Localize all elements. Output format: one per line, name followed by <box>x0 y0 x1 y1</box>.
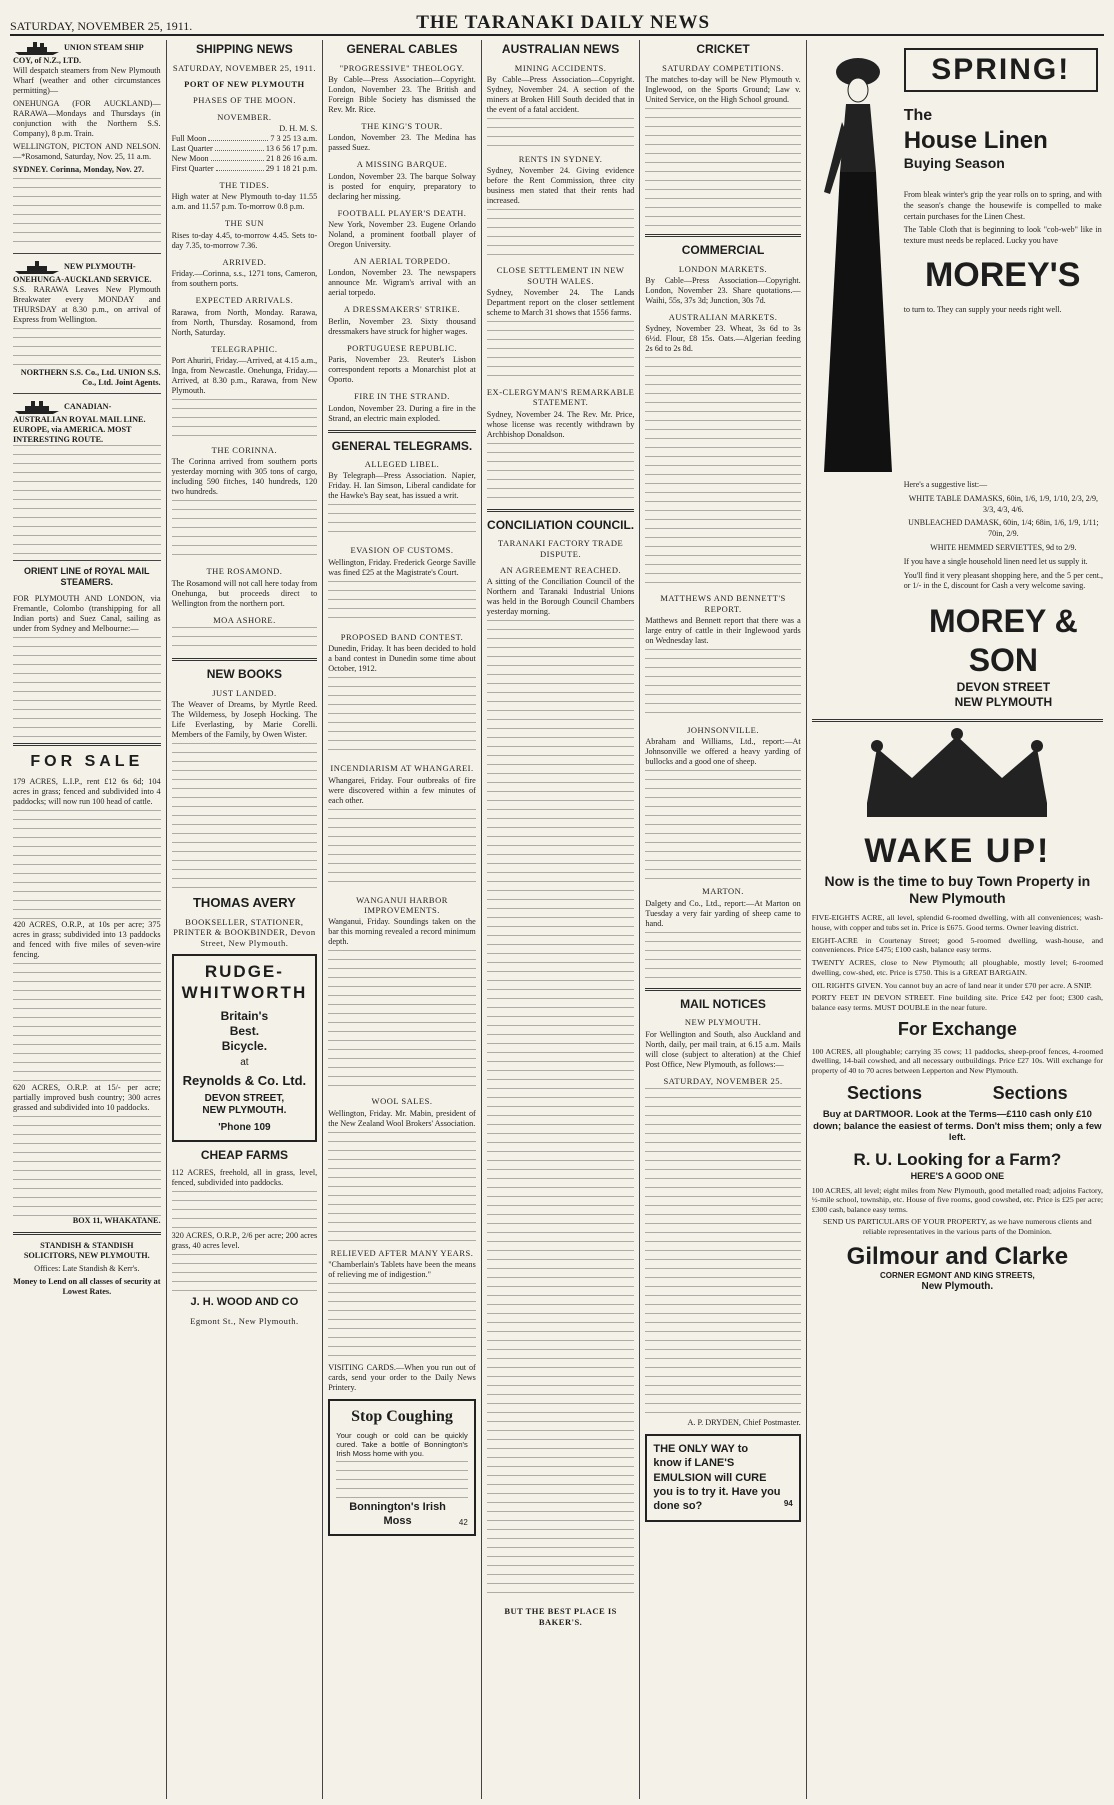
orient-title: ORIENT LINE of ROYAL MAIL STEAMERS. <box>24 566 150 587</box>
farm-question-heading: R. U. Looking for a Farm? <box>853 1149 1062 1169</box>
conciliation-body <box>487 620 635 1600</box>
wood-name: J. H. WOOD AND CO <box>190 1296 299 1309</box>
conciliation-subheading-2: AN AGREEMENT REACHED. <box>500 565 622 576</box>
cable-text: New York, November 23. Eugene Orlando Noland, a prominent football player of Oregon University. <box>328 220 476 250</box>
news-heading: CLOSE SETTLEMENT IN NEW SOUTH WALES. <box>496 265 625 286</box>
moa-heading: MOA ASHORE. <box>213 614 276 625</box>
farm-1: 112 ACRES, freehold, all in grass, level, fenced, subdivided into paddocks. <box>171 1168 318 1188</box>
for-sale-2: 420 ACRES, O.R.P., at 10s per acre; 375 acres in grass; subdivided into 13 paddocks and fenced with five miles of seven-wire fencing. <box>13 920 161 960</box>
orient-body: FOR PLYMOUTH AND LONDON, via Fremantle, Colombo (transhipping for all Indian ports) and Suez Canal, sailing as under from Sydney and Melbourne:— <box>13 593 161 633</box>
standish-offices: Offices: Late Standish & Kerr's. <box>34 1264 140 1274</box>
new-books-heading: NEW BOOKS <box>206 666 283 681</box>
report-text: Dalgety and Co., Ltd., report:—At Marton on Tuesday a very fair yarding of sheep came to hand. <box>645 898 801 928</box>
general-cables-heading: GENERAL CABLES <box>346 42 458 56</box>
news-text: Sydney, November 24. The Rev. Mr. Price, whose license was recently withdrawn by Archbishop Donaldson. <box>486 409 635 439</box>
linen-paragraph-2: The Table Cloth that is beginning to look "cob-web" like in texture must needs be replaced. Lucky you have <box>903 225 1102 246</box>
news-more <box>487 443 635 503</box>
wake-up-subheading: Now is the time to buy Town Property in New Plymouth <box>824 872 1091 907</box>
telegraphic-text: Port Ahuriri, Friday.—Arrived, at 4.15 a.m., Inga, from Newcastle. Onehunga, Friday.—Arrived, at 8.30 p.m., Rarawa, from New Plymouth. <box>171 355 318 395</box>
morey-town: NEW PLYMOUTH <box>954 694 1053 709</box>
column-shipping-ads <box>8 40 167 1799</box>
linen-paragraph-3: to turn to. They can supply your needs right well. <box>903 304 1062 314</box>
telegram-heading: EVASION OF CUSTOMS. <box>350 545 454 556</box>
rarawa-notice: S.S. RARAWA Leaves New Plymouth Breakwater every MONDAY and THURSDAY at 8.30 p.m., on arrival of Express from Wellington. <box>13 285 161 324</box>
sections-heading-right: Sections <box>992 1083 1068 1104</box>
shipping-schedule-text <box>13 178 161 248</box>
visiting-cards: VISITING CARDS.—When you run out of cards, send your order to the Daily News Printery. <box>328 1363 476 1392</box>
telegram-heading: ALLEGED LIBEL. <box>364 459 440 470</box>
mail-date: SATURDAY, NOVEMBER 25. <box>663 1075 783 1086</box>
cricket-more <box>645 108 800 228</box>
box-address: BOX 11, WHAKATANE. <box>72 1216 161 1226</box>
cable-text: London, November 23. The newspapers announce Mr. Wigram's arrival with an aerial torpedo. <box>328 268 476 298</box>
telegram-text: Wellington, Friday. Mr. Mabin, president of the New Zealand Wool Brokers' Association. <box>328 1108 476 1128</box>
sun-text: Rises to-day 4.45, to-morrow 4.45. Sets to-day 7.35, to-morrow 7.36. <box>171 230 318 250</box>
linen-paragraph-4: If you have a single household linen need let us supply it. <box>903 556 1088 566</box>
conciliation-heading: CONCILIATION COUNCIL. <box>487 517 635 532</box>
linen-paragraph-5: You'll find it very pleasant shopping here, and the 5 per cent., or 1/- in the £, discount for Cash a very welcome saving. <box>903 570 1103 591</box>
telegram-heading: INCENDIARISM AT WHANGAREI. <box>330 763 474 774</box>
morey-street: DEVON STREET <box>956 680 1051 695</box>
news-text: By Cable—Press Association—Copyright. Sydney, November 24. A section of the miners at Broken Hill South decided that in the event of a fatal accident. <box>486 74 635 114</box>
baker-line: BUT THE BEST PLACE IS BAKER'S. <box>504 1606 617 1627</box>
property-listing: EIGHT-ACRE in Courtenay Street; good 5-roomed dwelling, wash-house, and conveniences. Price £475; £100 cash, balance easy terms. <box>811 935 1103 955</box>
cable-heading: FOOTBALL PLAYER'S DEATH. <box>337 207 467 218</box>
telegram-text: Whangarei, Friday. Four outbreaks of fire were discovered within a few minutes of each other. <box>328 775 476 805</box>
dartmoor-text: Buy at DARTMOOR. Look at the Terms—£110 cash only £10 down; balance the easiest of terms. Don't miss them; only a few left. <box>813 1109 1102 1144</box>
moon-row: Last Quarter 13 6 56 17 p.m. <box>171 144 318 154</box>
moa-text <box>172 627 318 652</box>
market-heading: LONDON MARKETS. <box>678 263 768 274</box>
property-listing: TWENTY ACRES, close to New Plymouth; all ploughable, mostly level; 6-roomed dwelling, cow-shed, etc. Price is £750. This is a GREAT BARGAIN. <box>811 958 1103 977</box>
rosamond-text: The Rosamond will not call here today from Onehunga, but proceeds direct to Wellington from the northern port. <box>171 578 318 608</box>
telegram-more <box>328 1283 476 1363</box>
farm-2: 320 ACRES, O.R.P., 2/6 per acre; 200 acres grass, 40 acres level. <box>171 1231 318 1251</box>
telegram-text: Wanganui, Friday. Soundings taken on the bar this morning revealed a record minimum depth. <box>328 917 476 947</box>
sun-heading: THE SUN <box>224 218 264 229</box>
expected-heading: EXPECTED ARRIVALS. <box>195 295 294 306</box>
australian-news-heading: AUSTRALIAN NEWS <box>501 42 620 56</box>
market-text: By Cable—Press Association—Copyright. London, November 23. Share quotations.—Waihi, 55s, 37s 3d; Junction, 30s 7d. <box>645 275 801 305</box>
report-more <box>645 770 800 880</box>
cricket-heading: CRICKET <box>696 42 750 56</box>
port-heading: PORT OF NEW PLYMOUTH <box>184 78 305 89</box>
moon-columns: D. H. M. S. <box>279 124 318 134</box>
column-advertisements <box>807 40 1108 1799</box>
moon-month: NOVEMBER. <box>217 111 272 122</box>
list-item: UNBLEACHED DAMASK, 60in, 1/4; 68in, 1/6, 1/9, 1/11; 70in, 2/9. <box>908 518 1099 539</box>
telegram-heading: PROPOSED BAND CONTEST. <box>340 631 464 642</box>
corinna-heading: THE CORINNA. <box>211 444 278 455</box>
cable-text: London, November 23. The Medina has passed Suez. <box>328 133 476 153</box>
telegram-text: Wellington, Friday. Frederick George Saville was fined £25 at the Magistrate's Court. <box>328 557 476 577</box>
cable-heading: A DRESSMAKERS' STRIKE. <box>343 304 461 315</box>
standish-title: STANDISH & STANDISH SOLICITORS, NEW PLYMOUTH. <box>23 1241 150 1261</box>
gilmour-address: CORNER EGMONT AND KING STREETS, <box>879 1271 1035 1281</box>
steamship-icon <box>13 40 61 56</box>
property-listing: PORTY FEET IN DEVON STREET. Fine building site. Price £42 per foot; £300 cash, balance easy terms. MUST DOUBLE in the near future. <box>811 993 1103 1012</box>
shipping-news-heading: SHIPPING NEWS <box>196 42 293 56</box>
orient-text <box>13 637 161 737</box>
tides-text: High water at New Plymouth to-day 11.55 a.m. and 11.57 p.m. To-morrow 0.8 p.m. <box>171 192 318 212</box>
news-more <box>487 321 635 381</box>
column-cricket-commercial <box>640 40 806 1799</box>
wake-up-heading: WAKE UP! <box>864 832 1051 871</box>
telegram-text: Dunedin, Friday. It has been decided to hold a band contest in Dunedin some time about October, 1912. <box>328 644 476 674</box>
news-heading: RENTS IN SYDNEY. <box>518 153 603 164</box>
bonnington-ad: Stop Coughing Your cough or cold can be quickly cured. Take a bottle of Bonnington's Irish Moss home with you. Bonnington's Irish Moss 42 <box>328 1399 476 1536</box>
cable-heading: "PROGRESSIVE" THEOLOGY. <box>339 62 465 73</box>
new-books-list <box>172 743 318 893</box>
cable-text: London, November 23. During a fire in the Strand, an electric main exploded. <box>328 403 476 423</box>
column-shipping-news <box>167 40 324 1799</box>
moreys-logo: MOREY'S <box>924 255 1081 294</box>
telegram-more <box>328 809 476 889</box>
report-heading: JOHNSONVILLE. <box>687 725 759 736</box>
cable-heading: THE KING'S TOUR. <box>361 120 443 131</box>
report-heading: MATTHEWS AND BENNETT'S REPORT. <box>660 593 786 614</box>
telegraphic-more <box>172 399 318 439</box>
buying-season-heading: Buying Season <box>903 154 1005 171</box>
cable-text: Paris, November 23. Reuter's Lisbon correspondent reports a Monarchist plot at Oporto. <box>328 355 476 385</box>
farm-1-text <box>172 1191 318 1231</box>
news-heading: EX-CLERGYMAN'S REMARKABLE STATEMENT. <box>486 387 635 408</box>
arrived-heading: ARRIVED. <box>222 256 267 267</box>
for-sale-3: 620 ACRES, O.R.P. at 15/- per acre; partially improved bush country; 300 acres grassed and subdivided into 10 paddocks. <box>13 1083 161 1113</box>
expected-text: Rarawa, from North, Monday. Rarawa, from North, Thursday. Rosamond, from North, Saturday. <box>171 307 318 337</box>
telegram-heading: WOOL SALES. <box>371 1096 433 1107</box>
rarawa-text <box>13 328 161 368</box>
postmaster-sign: A. P. DRYDEN, Chief Postmaster. <box>687 1418 801 1428</box>
for-sale-3-text <box>13 1116 161 1216</box>
exchange-text: 100 ACRES, all ploughable; carrying 35 cows; 11 paddocks, sheep-proof fences, 4-roomed dwelling, 14-bail cowshed, and all necessary outbuildings. Price £27 10s. Will exchange for property of 40 to 70 acres between Lepperton and New Plymouth. <box>811 1046 1103 1075</box>
list-item: WHITE TABLE DAMASKS, 60in, 1/6, 1/9, 1/10, 2/3, 2/9, 3/3, 4/3, 4/6. <box>908 493 1098 514</box>
report-heading: MARTON. <box>702 886 744 897</box>
send-particulars: SEND US PARTICULARS OF YOUR PROPERTY, as we have numerous clients and reliable representatives in the various parts of the Dominion. <box>823 1217 1092 1236</box>
general-telegrams-heading: GENERAL TELEGRAMS. <box>331 438 473 453</box>
news-text: Sydney, November 24. The Lands Department report on the closer settlement scheme to March 31 shows that 1556 farms. <box>486 288 635 318</box>
crown-icon <box>857 728 1057 823</box>
cable-text: By Cable—Press Association—Copyright. London, November 23. The British and Foreign Bible Society has dismissed the Rev. Mr. Rice. <box>328 74 476 114</box>
tides-heading: THE TIDES. <box>219 180 270 191</box>
cricket-text: The matches to-day will be New Plymouth v. Inglewood, on the Sports Ground; Law v. United Service, on the High School ground. <box>645 74 801 104</box>
onehunga-service: ONEHUNGA (FOR AUCKLAND)—RARAWA—Mondays and Thursdays (in conjunction with the Northern S.S. Company), 8 p.m. Train. <box>13 99 161 138</box>
canadian-text <box>13 445 161 555</box>
telegraphic-heading: TELEGRAPHIC. <box>211 343 278 354</box>
steamship-icon <box>13 259 61 275</box>
telegram-text: "Chamberlain's Tablets have been the means of relieving me of indigestion." <box>328 1260 476 1279</box>
steamship-icon <box>13 399 61 415</box>
for-sale-1: 179 ACRES, L.I.P., rent £12 6s 6d; 104 acres in grass; fenced and subdivided into 4 paddocks; will now run 100 head of cattle. <box>13 777 161 807</box>
commercial-heading: COMMERCIAL <box>681 242 765 257</box>
telegram-more <box>328 504 476 539</box>
shipping-date: SATURDAY, NOVEMBER 25, 1911. <box>172 62 316 73</box>
masthead <box>10 6 1104 36</box>
house-linen-heading: House Linen <box>903 126 1048 154</box>
mail-notices-heading: MAIL NOTICES <box>680 996 766 1011</box>
avery-name: THOMAS AVERY <box>192 894 296 910</box>
cricket-subheading: SATURDAY COMPETITIONS. <box>662 62 784 73</box>
cable-heading: FIRE IN THE STRAND. <box>354 391 450 402</box>
report-text: Matthews and Bennett report that there was a large entry of cattle in their Inglewood yards on Wednesday last. <box>645 616 801 646</box>
standish-money: Money to Lend on all classes of security at Lowest Rates. <box>13 1277 161 1297</box>
spring-heading: SPRING! <box>904 48 1098 92</box>
moreys-linen-ad <box>812 40 1103 480</box>
telegram-heading: RELIEVED AFTER MANY YEARS. <box>330 1247 474 1258</box>
mail-text: For Wellington and South, also Auckland and North, daily, per mail train, at 6.15 a.m. Mails will close (subject to alteration) at the Chief Post Office, New Plymouth, as follows:— <box>645 1029 801 1069</box>
property-listing: FIVE-EIGHTS ACRE, all level, splendid 6-roomed dwelling, with all conveniences; wash-house, with copper and tubs set in. Price is £675. Good terms. Owner leaving district. <box>811 913 1103 932</box>
lanes-emulsion-ad: THE ONLY WAY to know if LANE'S EMULSION will CURE you is to try it. Have you done so? 94 <box>645 1434 800 1521</box>
corinna-more <box>172 500 318 560</box>
new-books-text: The Weaver of Dreams, by Myrtle Reed. The Wilderness, by Joseph Hocking. The Life Everlasting, by Marie Corelli. Members of the Family, by Owen Wister. <box>171 699 318 739</box>
column-general-cables <box>323 40 482 1799</box>
cable-heading: A MISSING BARQUE. <box>356 159 448 170</box>
corinna-text: The Corinna arrived from southern ports yesterday morning with 305 tons of cargo, including 590 fitches, 140 hundreds, 120 two hundreds. <box>171 457 318 497</box>
wellington-service: WELLINGTON, PICTON AND NELSON.—*Rosamond, Saturday, Nov. 25, 11 a.m. <box>13 142 161 161</box>
masthead-date: SATURDAY, NOVEMBER 25, 1911. <box>10 19 193 33</box>
lady-figure-illustration <box>816 42 898 478</box>
new-books-sub: JUST LANDED. <box>212 687 277 698</box>
for-sale-1-text <box>13 810 161 920</box>
mail-subheading: NEW PLYMOUTH. <box>684 1017 762 1028</box>
for-sale-title: FOR SALE <box>30 752 144 770</box>
market-more <box>645 357 800 587</box>
union-body: Will despatch steamers from New Plymouth Wharf (weather and other circumstances permitting)— <box>13 66 161 95</box>
exchange-heading: For Exchange <box>897 1018 1017 1039</box>
telegram-more <box>328 677 476 757</box>
moon-row: First Quarter 29 1 18 21 p.m. <box>171 164 318 174</box>
conciliation-text: A sitting of the Conciliation Council of the Northern and Taranaki Industrial Unions was held in the Borough Council Chambers yesterday morning. <box>486 577 635 617</box>
canadian-title: CANADIAN-AUSTRALIAN ROYAL MAIL LINE. EUROPE, via AMERICA. MOST INTERESTING ROUTE. <box>13 401 146 444</box>
list-item: WHITE HEMMED SERVIETTES, 9d to 2/9. <box>930 542 1077 552</box>
the-label: The <box>903 107 933 124</box>
news-more <box>487 209 635 259</box>
for-sale-2-text <box>13 963 161 1083</box>
news-text: Sydney, November 24. Giving evidence before the Rent Commission, three city business men stated that their rents had increased. <box>486 166 635 206</box>
good-one-subheading: HERE'S A GOOD ONE <box>910 1170 1005 1181</box>
property-listing: OIL RIGHTS GIVEN. You cannot buy an acre of land near it under £70 per acre. A SNIP. <box>811 980 1092 990</box>
conciliation-subheading: TARANAKI FACTORY TRADE DISPUTE. <box>497 538 624 559</box>
gilmour-town: New Plymouth. <box>921 1281 994 1293</box>
masthead-title: THE TARANAKI DAILY NEWS <box>416 12 711 33</box>
news-more <box>487 118 635 148</box>
northern-agents: NORTHERN S.S. Co., Ltd. UNION S.S. Co., Ltd. Joint Agents. <box>20 368 161 387</box>
morey-son-logo: MOREY & SON <box>928 603 1078 679</box>
sydney-service: SYDNEY. Corinna, Monday, Nov. 27. <box>13 165 144 174</box>
avery-sub: BOOKSELLER, STATIONER, PRINTER & BOOKBINDER, Devon Street, New Plymouth. <box>173 916 316 948</box>
telegram-more <box>328 950 476 1090</box>
wood-sub: Egmont St., New Plymouth. <box>190 1315 299 1326</box>
telegram-more <box>328 1132 476 1242</box>
column-australian-news <box>482 40 641 1799</box>
moon-heading: PHASES OF THE MOON. <box>192 95 296 106</box>
moon-row: Full Moon 7 3 25 13 a.m. <box>171 134 318 144</box>
moon-row: New Moon 21 8 26 16 a.m. <box>171 154 318 164</box>
cable-text: Berlin, November 23. Sixty thousand dressmakers have struck for higher wages. <box>328 316 476 336</box>
cable-heading: PORTUGUESE REPUBLIC. <box>346 342 458 353</box>
news-heading: MINING ACCIDENTS. <box>514 62 607 73</box>
market-heading: AUSTRALIAN MARKETS. <box>668 311 778 322</box>
telegram-more <box>328 581 476 626</box>
telegram-text: By Telegraph—Press Association. Napier, Friday. H. Ian Simson, Liberal candidate for the Hawke's Bay seat, has issued a writ. <box>328 471 476 501</box>
farm-2-text <box>172 1254 318 1294</box>
report-more <box>645 932 800 982</box>
market-text: Sydney, November 23. Wheat, 3s 6d to 3s 6½d. Flour, £8 15s. Oats.—Algerian feeding 2s 6d to 2s 8d. <box>645 324 801 354</box>
rudge-whitworth-ad: RUDGE- WHITWORTH Britain's Best. Bicycle. at Reynolds & Co. Ltd. DEVON STREET, NEW PLYMOUTH. 'Phone 109 <box>172 954 318 1142</box>
linen-paragraph-1: From bleak winter's grip the year rolls on to spring, and with the season's change the housewife is compelled to make certain purchases for the Linen Chest. <box>903 190 1102 221</box>
report-more <box>645 649 800 719</box>
cable-text: London, November 23. The barque Solway is posted for enquiry, preparatory to declaring her missing. <box>328 171 476 201</box>
union-title: UNION STEAM SHIP COY, of N.Z., LTD. <box>13 42 144 65</box>
sections-heading-left: Sections <box>847 1083 923 1104</box>
farm-question-text: 100 ACRES, all level; eight miles from New Plymouth, good metalled road; adjoins Factory, ½-mile school, township, etc. House of five rooms, good cowshed, etc. Price is £25 per acre; £300 cash, balance easy terms. <box>811 1185 1103 1214</box>
report-text: Abraham and Williams, Ltd., report:—At Johnsonville we offered a heavy yarding of bullocks and a good one of sheep. <box>645 737 801 767</box>
arrived-text: Friday.—Corinna, s.s., 1271 tons, Cameron, from southern ports. <box>171 269 318 289</box>
gilmour-clarke-logo: Gilmour and Clarke <box>846 1243 1069 1271</box>
mail-schedule <box>645 1088 800 1418</box>
cable-heading: AN AERIAL TORPEDO. <box>353 256 451 267</box>
list-heading: Here's a suggestive list:— <box>903 480 988 489</box>
nz-service-title: NEW PLYMOUTH-ONEHUNGA-AUCKLAND SERVICE. <box>13 261 152 284</box>
cheap-farms-heading: CHEAP FARMS <box>200 1147 288 1162</box>
telegram-heading: WANGANUI HARBOR IMPROVEMENTS. <box>356 894 448 915</box>
rosamond-heading: THE ROSAMOND. <box>206 566 283 577</box>
